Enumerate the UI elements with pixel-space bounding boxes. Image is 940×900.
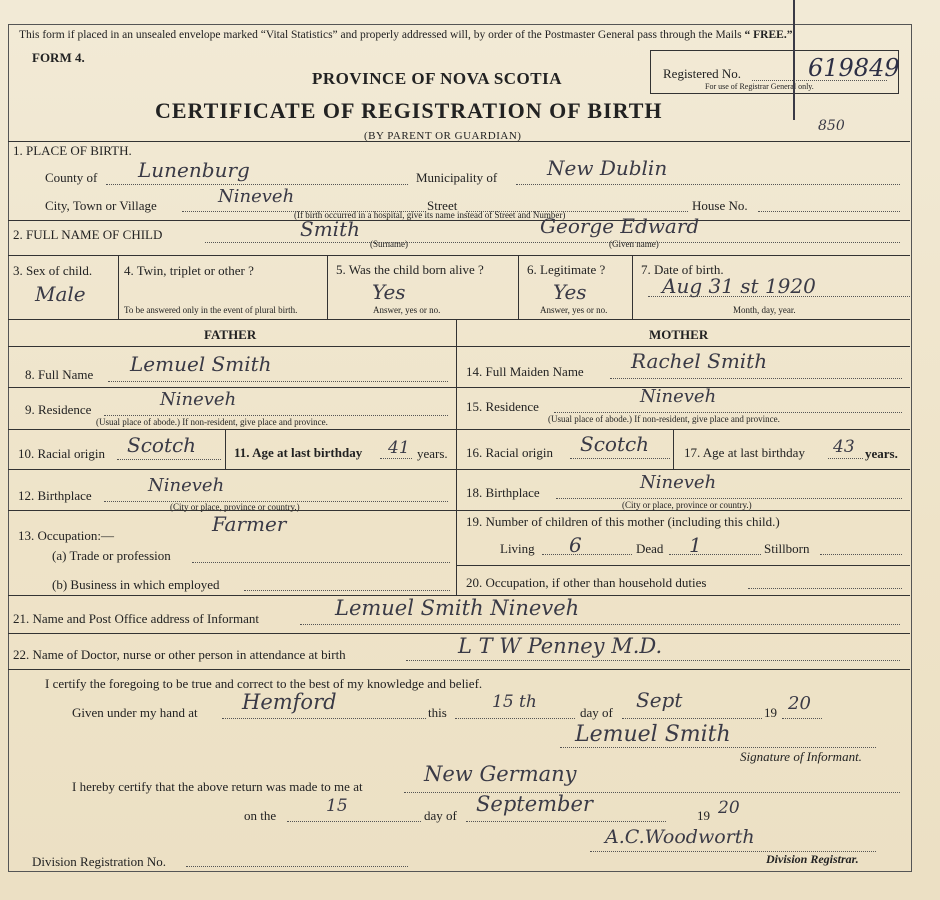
return-label: I hereby certify that the above return was made to me at <box>72 779 363 794</box>
mother-birthplace-note: (City or place, province or country.) <box>622 500 752 510</box>
county-value: Lunenburg <box>138 158 250 182</box>
mother-name: Rachel Smith <box>631 349 768 373</box>
legitimate-value: Yes <box>553 280 587 304</box>
return-dayof-label: day of <box>424 808 457 823</box>
return-at-value: New Germany <box>424 762 577 786</box>
registered-number: 619849 <box>808 54 900 82</box>
father-residence-label: 9. Residence <box>25 402 92 417</box>
return-month: September <box>476 792 593 816</box>
dob-note: Month, day, year. <box>733 305 796 315</box>
given-day: 15 th <box>492 692 537 712</box>
dob-label: 7. Date of birth. <box>641 262 724 277</box>
street-label: Street <box>427 198 458 213</box>
informant-value: Lemuel Smith Nineveh <box>335 596 580 620</box>
business-label: (b) Business in which employed <box>52 577 220 592</box>
dead-label: Dead <box>636 541 664 556</box>
father-name-label: 8. Full Name <box>25 367 94 382</box>
father-race: Scotch <box>127 433 197 457</box>
father-birthplace-label: 12. Birthplace <box>18 488 92 503</box>
legitimate-note: Answer, yes or no. <box>540 305 608 315</box>
municipality-label: Municipality of <box>416 170 498 185</box>
father-years: years. <box>417 446 448 461</box>
given-dayof-label: day of <box>580 705 613 720</box>
father-occupation-label: 13. Occupation:— <box>18 528 115 543</box>
signature-label: Signature of Informant. <box>740 749 862 764</box>
province-title: PROVINCE OF NOVA SCOTIA <box>312 69 563 88</box>
children-count-label: 19. Number of children of this mother (including this child.) <box>466 514 780 529</box>
given-at-value: Hemford <box>242 690 337 714</box>
division-registrar-label: Division Registrar. <box>766 852 859 866</box>
given-note: (Given name) <box>609 239 659 249</box>
mother-heading: MOTHER <box>649 327 709 342</box>
page-subtitle: (BY PARENT OR GUARDIAN) <box>364 130 522 142</box>
mail-notice: This form if placed in an unsealed envelope marked “Vital Statistics” and properly addressed will, by order of the Postmaster General pass through the Mails “ FREE.” <box>19 29 793 41</box>
mother-residence-note: (Usual place of abode.) If non-resident, give place and province. <box>548 414 780 424</box>
corner-number: 850 <box>818 118 845 134</box>
alive-label: 5. Was the child born alive ? <box>336 262 484 277</box>
mother-age: 43 <box>833 437 855 457</box>
given-year-prefix: 19 <box>764 705 777 720</box>
division-registration-label: Division Registration No. <box>32 854 166 869</box>
sex-label: 3. Sex of child. <box>13 263 93 278</box>
given-year: 20 <box>788 693 811 714</box>
informant-label: 21. Name and Post Office address of Informant <box>13 611 259 626</box>
mother-age-label: 17. Age at last birthday <box>684 445 805 460</box>
doctor-value: L T W Penney M.D. <box>458 634 663 658</box>
sex-value: Male <box>35 282 86 306</box>
doctor-label: 22. Name of Doctor, nurse or other person in attendance at birth <box>13 647 346 662</box>
child-given-name: George Edward <box>540 214 700 238</box>
informant-signature: Lemuel Smith <box>575 722 731 747</box>
living-label: Living <box>500 541 535 556</box>
father-race-label: 10. Racial origin <box>18 446 106 461</box>
mother-race-label: 16. Racial origin <box>466 445 554 460</box>
mother-birthplace-label: 18. Birthplace <box>466 485 540 500</box>
village-value: Nineveh <box>218 186 295 207</box>
return-day: 15 <box>326 796 348 816</box>
father-name: Lemuel Smith <box>130 352 272 376</box>
surname-note: (Surname) <box>370 239 408 249</box>
child-name-label: 2. FULL NAME OF CHILD <box>13 227 163 242</box>
hospital-note: (If birth occurred in a hospital, give its name instead of Street and Number) <box>294 210 566 220</box>
given-at-label: Given under my hand at <box>72 705 198 720</box>
municipality-value: New Dublin <box>547 156 668 180</box>
trade-label: (a) Trade or profession <box>52 548 171 563</box>
father-age: 41 <box>388 438 410 458</box>
twin-label: 4. Twin, triplet or other ? <box>124 263 254 278</box>
alive-value: Yes <box>372 280 406 304</box>
dob-value: Aug 31 st 1920 <box>662 274 816 298</box>
on-the-label: on the <box>244 808 277 823</box>
mother-birthplace: Nineveh <box>640 472 717 493</box>
father-occupation: Farmer <box>212 512 287 536</box>
child-surname: Smith <box>300 217 360 241</box>
mother-name-label: 14. Full Maiden Name <box>466 364 584 379</box>
given-month: Sept <box>636 688 683 712</box>
this-label: this <box>428 705 447 720</box>
mother-residence-label: 15. Residence <box>466 399 539 414</box>
ink-mark <box>793 0 795 120</box>
registrar-signature: A.C.Woodworth <box>605 826 755 848</box>
house-label: House No. <box>692 198 748 213</box>
father-heading: FATHER <box>204 327 257 342</box>
registered-note: For use of Registrar General only. <box>705 82 814 91</box>
page-title: CERTIFICATE OF REGISTRATION OF BIRTH <box>155 98 663 123</box>
mother-race: Scotch <box>580 432 650 456</box>
certify-statement: I certify the foregoing to be true and correct to the best of my knowledge and belief. <box>45 676 483 691</box>
father-birthplace-note: (City or place, province or country.) <box>170 502 300 512</box>
father-residence-note: (Usual place of abode.) If non-resident, give place and province. <box>96 417 328 427</box>
legitimate-label: 6. Legitimate ? <box>527 262 606 277</box>
place-of-birth-label: 1. PLACE OF BIRTH. <box>13 143 132 158</box>
return-year-prefix: 19 <box>697 808 710 823</box>
form-number: FORM 4. <box>32 50 85 65</box>
stillborn-label: Stillborn <box>764 541 810 556</box>
father-residence: Nineveh <box>160 389 237 410</box>
dead-count: 1 <box>689 533 702 557</box>
mother-residence: Nineveh <box>640 386 717 407</box>
return-year: 20 <box>718 798 740 818</box>
registered-label: Registered No. <box>663 66 741 81</box>
mother-occupation-label: 20. Occupation, if other than household duties <box>466 575 707 590</box>
father-birthplace: Nineveh <box>148 475 225 496</box>
father-age-label: 11. Age at last birthday <box>234 445 363 460</box>
twin-note: To be answered only in the event of plural birth. <box>124 305 298 315</box>
mother-years: years. <box>865 446 898 461</box>
county-label: County of <box>45 170 98 185</box>
alive-note: Answer, yes or no. <box>373 305 441 315</box>
village-label: City, Town or Village <box>45 198 157 213</box>
living-count: 6 <box>569 533 582 557</box>
